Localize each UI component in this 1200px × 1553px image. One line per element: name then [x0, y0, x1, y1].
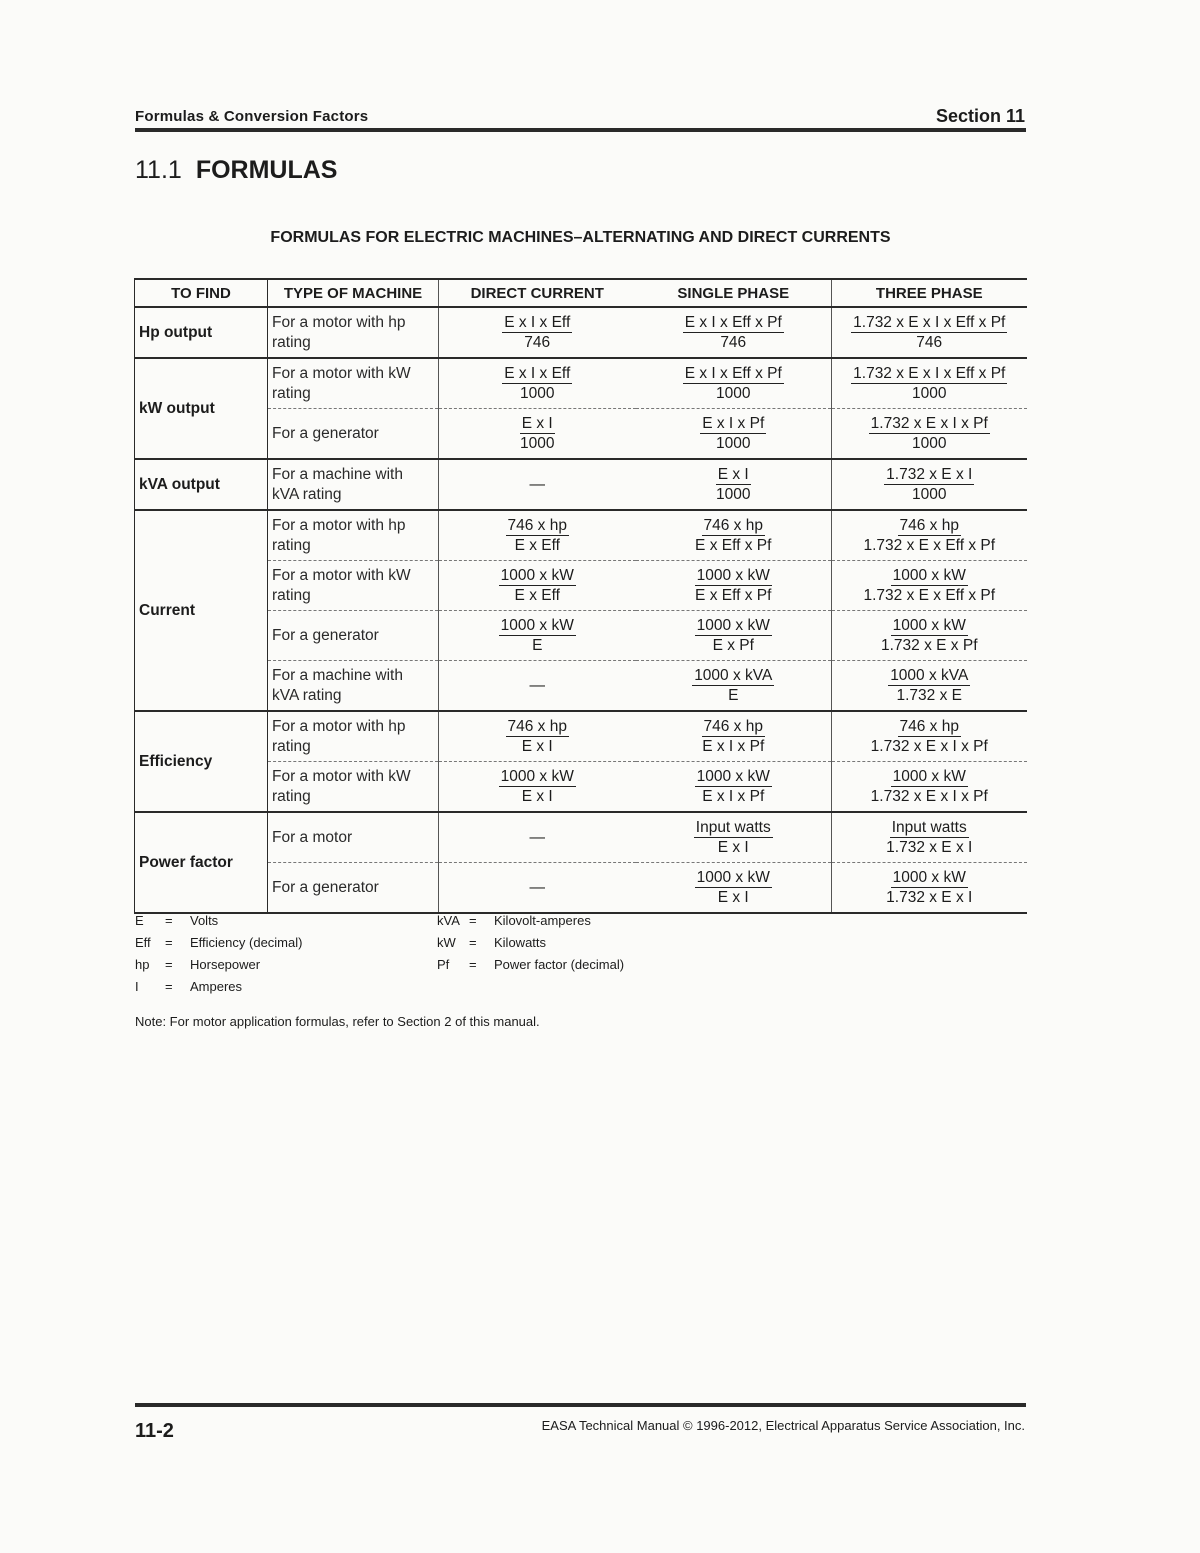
three-phase-cell [832, 409, 1027, 460]
formula-numerator: E x I x Eff [504, 365, 571, 382]
formula-fraction [851, 313, 1007, 352]
to-find-cell: Hp output [135, 307, 268, 358]
three-phase-cell [832, 711, 1027, 762]
to-find-cell: kW output [135, 358, 268, 459]
running-header-title: Formulas & Conversion Factors [135, 108, 369, 125]
three-phase-cell [832, 611, 1027, 661]
formula-denominator: E [728, 687, 739, 704]
single-phase-cell [636, 409, 832, 460]
legend-definition: Kilovolt-amperes [494, 913, 591, 928]
direct-current-cell [439, 661, 636, 712]
machine-type-cell: For a motor with kW rating [268, 561, 439, 611]
three-phase-cell [832, 307, 1027, 358]
formula-fraction [700, 414, 766, 453]
formula-numerator: 1.732 x E x I x Eff x Pf [853, 365, 1006, 382]
formula-numerator: 746 x hp [703, 718, 763, 735]
table-row [135, 307, 1027, 358]
legend-definition: Kilowatts [494, 935, 547, 950]
formula-denominator: 1000 [716, 486, 751, 503]
formula-numerator: 1000 x kW [696, 617, 770, 634]
section-title-text: FORMULAS [195, 156, 338, 184]
table-row [135, 611, 1027, 661]
formula-denominator: E x Pf [712, 637, 754, 654]
formula-denominator: 1.732 x E [896, 687, 962, 704]
formula-fraction [700, 717, 766, 756]
formula-fraction [869, 767, 990, 806]
table-row [135, 409, 1027, 460]
formula-denominator: 1.732 x E x Eff x Pf [863, 587, 996, 604]
formula-fraction [692, 666, 774, 705]
formula-denominator: 1.732 x E x I x Pf [870, 738, 988, 755]
legend-definition: Horsepower [190, 957, 261, 972]
formula-numerator: E x I x Eff x Pf [684, 365, 782, 382]
formula-denominator: 746 [916, 334, 943, 351]
formula-fraction [884, 868, 974, 907]
single-phase-cell [636, 307, 832, 358]
formula-denominator: 746 [524, 334, 551, 351]
formula-denominator: E [532, 637, 543, 654]
column-header: SINGLE PHASE [636, 279, 832, 307]
three-phase-cell [832, 661, 1027, 712]
formula-denominator: 1000 [520, 385, 555, 402]
three-phase-cell [832, 863, 1027, 914]
single-phase-cell [636, 661, 832, 712]
formula-fraction [693, 516, 773, 555]
section-title [135, 156, 337, 185]
formula-fraction [502, 313, 572, 352]
formula-numerator: 1000 x kW [892, 768, 966, 785]
formula-fraction [879, 616, 980, 655]
formula-denominator: 1000 [912, 385, 947, 402]
column-header: TYPE OF MACHINE [268, 279, 439, 307]
formula-numerator: 1000 x kW [892, 869, 966, 886]
single-phase-cell [636, 762, 832, 813]
formula-fraction [499, 566, 576, 605]
formula-denominator: 1000 [912, 486, 947, 503]
header-rule [135, 128, 1026, 132]
legend-item [135, 932, 302, 954]
machine-type-cell: For a motor with kW rating [268, 762, 439, 813]
formula-numerator: Input watts [891, 819, 967, 836]
formula-numerator: 1000 x kVA [890, 667, 969, 684]
formula-fraction [506, 516, 569, 555]
legend-equals: = [165, 957, 173, 972]
direct-current-cell [439, 812, 636, 863]
formula-numerator: E x I [717, 466, 749, 483]
legend-definition: Power factor (decimal) [494, 957, 625, 972]
direct-current-cell [439, 711, 636, 762]
table-title: FORMULAS FOR ELECTRIC MACHINES–ALTERNATING AND DIRECT CURRENTS [270, 229, 891, 246]
table-header-row [135, 279, 1027, 307]
formula-fraction [861, 516, 997, 555]
legend-equals: = [469, 935, 477, 950]
formula-fraction [506, 717, 569, 756]
formula-fraction [683, 364, 784, 403]
three-phase-cell [832, 561, 1027, 611]
formula-denominator: E x Eff x Pf [695, 537, 772, 554]
formula-numerator: 1000 x kW [892, 567, 966, 584]
formula-numerator: E x I x Pf [702, 415, 765, 432]
to-find-cell: Efficiency [135, 711, 268, 812]
legend-definition: Efficiency (decimal) [190, 935, 303, 950]
formula-denominator: 1000 [912, 435, 947, 452]
three-phase-cell [832, 510, 1027, 561]
column-header: DIRECT CURRENT [439, 279, 636, 307]
formula-fraction [693, 566, 773, 605]
formula-numerator: 1000 x kW [696, 567, 770, 584]
legend-equals: = [165, 913, 173, 928]
single-phase-cell [636, 459, 832, 510]
table-row [135, 863, 1027, 914]
single-phase-cell [636, 863, 832, 914]
machine-type-cell: For a motor with hp rating [272, 313, 406, 351]
table-row [135, 711, 1027, 762]
legend-item [437, 954, 624, 976]
formula-fraction [888, 666, 970, 705]
running-header-section: Section 11 [935, 106, 1025, 126]
legend-equals: = [165, 935, 173, 950]
table-row [135, 358, 1027, 409]
formula-denominator: E x Eff [514, 587, 560, 604]
direct-current-cell [439, 358, 636, 409]
legend-equals: = [469, 957, 477, 972]
not-applicable-dash: — [529, 878, 545, 896]
machine-type-cell: For a motor with kW rating [268, 358, 439, 409]
formula-denominator: 746 [720, 334, 747, 351]
formula-numerator: 1000 x kW [696, 869, 770, 886]
to-find-cell: kVA output [135, 459, 268, 510]
formula-numerator: E x I x Eff x Pf [684, 314, 782, 331]
machine-type-cell: For a machine with kVA rating [268, 459, 439, 510]
legend-symbol: Eff [135, 935, 151, 950]
formula-fraction [884, 818, 974, 857]
direct-current-cell [439, 459, 636, 510]
direct-current-cell [439, 307, 636, 358]
direct-current-cell [439, 510, 636, 561]
formula-denominator: E x Eff x Pf [695, 587, 772, 604]
formula-denominator: E x I [717, 889, 749, 906]
formula-denominator: E x Eff [514, 537, 560, 554]
formula-numerator: E x I x Eff [504, 314, 571, 331]
formula-fraction [683, 313, 784, 352]
note: Note: For motor application formulas, refer to Section 2 of this manual. [135, 1014, 540, 1029]
formula-denominator: E x I x Pf [702, 738, 765, 755]
footer-rule [135, 1403, 1026, 1407]
formula-fraction [502, 364, 572, 403]
formula-table [134, 278, 1027, 914]
formula-fraction [869, 717, 990, 756]
machine-type-cell: For a motor with hp rating [268, 711, 439, 762]
machine-type-cell: For a motor [268, 812, 439, 863]
formula-fraction [695, 868, 772, 907]
formula-numerator: 1000 x kVA [694, 667, 773, 684]
formula-fraction [499, 616, 576, 655]
legend-item [135, 976, 302, 998]
single-phase-cell [636, 611, 832, 661]
legend-symbol: kW [437, 935, 456, 950]
formula-numerator: 746 x hp [899, 718, 959, 735]
formula-denominator: 1000 [716, 385, 751, 402]
single-phase-cell [636, 510, 832, 561]
formula-fraction [869, 414, 990, 453]
column-header: THREE PHASE [832, 279, 1027, 307]
formula-numerator: 1000 x kW [500, 617, 574, 634]
formula-numerator: 1.732 x E x I x Pf [870, 415, 988, 432]
formula-numerator: 1000 x kW [500, 768, 574, 785]
machine-type-cell: For a machine with kVA rating [268, 661, 439, 712]
formula-numerator: E x I [521, 415, 553, 432]
formula-denominator: 1000 [520, 435, 555, 452]
formula-denominator: 1.732 x E x Pf [881, 637, 978, 654]
legend-item [437, 910, 624, 932]
legend-left [135, 910, 302, 998]
copyright: EASA Technical Manual © 1996-2012, Electrical Apparatus Service Association, Inc. [541, 1418, 1025, 1433]
legend-symbol: Pf [437, 957, 450, 972]
formula-numerator: 1.732 x E x I x Eff x Pf [853, 314, 1006, 331]
three-phase-cell [832, 762, 1027, 813]
legend-symbol: hp [135, 957, 150, 972]
not-applicable-dash: — [529, 828, 545, 846]
not-applicable-dash: — [529, 475, 545, 493]
machine-type-cell: For a generator [268, 611, 439, 661]
legend-definition: Amperes [190, 979, 243, 994]
formula-numerator: 1000 x kW [500, 567, 574, 584]
formula-denominator: E x I x Pf [702, 788, 765, 805]
machine-type-cell: For a generator [268, 409, 439, 460]
table-row [135, 561, 1027, 611]
direct-current-cell [439, 561, 636, 611]
legend-symbol: I [135, 979, 139, 994]
table-row [135, 661, 1027, 712]
to-find-cell: Current [135, 510, 268, 711]
formula-denominator: E x I [521, 738, 553, 755]
legend-definition: Volts [190, 913, 219, 928]
single-phase-cell [636, 812, 832, 863]
three-phase-cell [832, 459, 1027, 510]
direct-current-cell [439, 762, 636, 813]
formula-fraction [714, 465, 752, 504]
legend-equals: = [165, 979, 173, 994]
formula-denominator: E x I [717, 839, 749, 856]
formula-fraction [499, 767, 576, 806]
table-row [135, 510, 1027, 561]
legend-item [135, 910, 302, 932]
table-row [135, 812, 1027, 863]
formula-denominator: 1.732 x E x I x Pf [870, 788, 988, 805]
formula-numerator: 746 x hp [507, 517, 567, 534]
legend-symbol: kVA [437, 913, 460, 928]
to-find-cell: Power factor [135, 812, 268, 913]
single-phase-cell [636, 711, 832, 762]
formula-numerator: 1000 x kW [892, 617, 966, 634]
direct-current-cell [439, 863, 636, 914]
direct-current-cell [439, 409, 636, 460]
formula-fraction [884, 465, 974, 504]
formula-numerator: 746 x hp [507, 718, 567, 735]
formula-denominator: 1.732 x E x Eff x Pf [863, 537, 996, 554]
legend-item [437, 932, 624, 954]
legend-right [437, 910, 624, 976]
formula-fraction [851, 364, 1007, 403]
section-number: 11.1 [135, 156, 182, 184]
legend-equals: = [469, 913, 477, 928]
legend-item [135, 954, 302, 976]
not-applicable-dash: — [529, 676, 545, 694]
machine-type-cell: For a generator [268, 863, 439, 914]
direct-current-cell [439, 611, 636, 661]
formula-fraction [695, 767, 772, 806]
formula-numerator: 746 x hp [703, 517, 763, 534]
formula-denominator: 1000 [716, 435, 751, 452]
three-phase-cell [832, 358, 1027, 409]
table-row [135, 762, 1027, 813]
formula-denominator: 1.732 x E x I [886, 839, 973, 856]
formula-fraction [694, 818, 773, 857]
single-phase-cell [636, 358, 832, 409]
legend-symbol: E [135, 913, 144, 928]
formula-fraction [695, 616, 772, 655]
single-phase-cell [636, 561, 832, 611]
formula-table-body [135, 307, 1027, 913]
formula-fraction [861, 566, 997, 605]
formula-numerator: 1000 x kW [696, 768, 770, 785]
column-header: TO FIND [135, 279, 268, 307]
three-phase-cell [832, 812, 1027, 863]
page-number: 11-2 [135, 1420, 174, 1442]
machine-type-cell: For a motor with hp rating [268, 510, 439, 561]
formula-denominator: E x I [521, 788, 553, 805]
formula-numerator: 1.732 x E x I [886, 466, 973, 483]
formula-numerator: Input watts [695, 819, 771, 836]
formula-fraction [518, 414, 556, 453]
formula-numerator: 746 x hp [899, 517, 959, 534]
formula-denominator: 1.732 x E x I [886, 889, 973, 906]
table-row [135, 459, 1027, 510]
